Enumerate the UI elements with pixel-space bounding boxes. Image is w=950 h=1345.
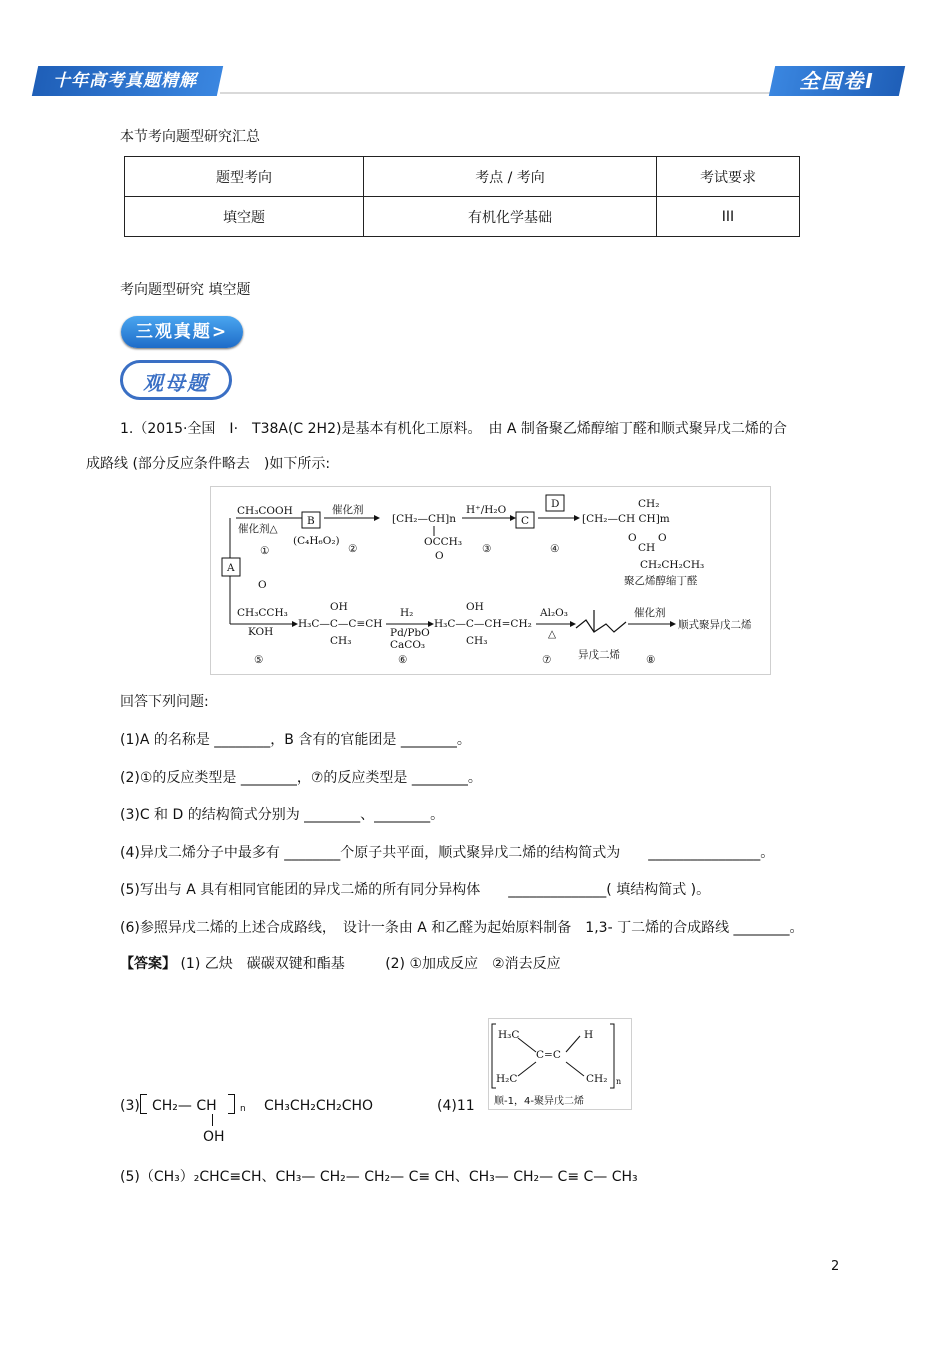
- butyral-propyl: CH₂CH₂CH₃: [640, 559, 705, 571]
- cis-h2c: H₂C: [496, 1073, 518, 1085]
- product-name: 顺式聚异戊二烯: [678, 619, 752, 631]
- polymer-bond: [212, 1114, 213, 1126]
- acetone-o: O: [258, 579, 267, 591]
- header-left-banner: [32, 66, 223, 96]
- answer-part-5: (5)（CH₃）₂CHC≡CH、CH₃— CH₂— CH₂— C≡ CH、CH₃— CH₂— C≡ C— CH₃: [120, 1169, 638, 1185]
- table-header-cell: 考点 / 考向: [364, 157, 657, 197]
- subquestion-1: (1)A 的名称是 ________，B 含有的官能团是 ________。: [120, 732, 471, 748]
- cis-h: H: [584, 1029, 594, 1041]
- polyvinyl-acetate: [CH₂—CH]n: [392, 513, 457, 525]
- cis-subscript-n: n: [616, 1077, 622, 1086]
- table-cell: III: [657, 197, 800, 237]
- answer-part-4: (4)11: [437, 1098, 475, 1114]
- header-right-banner: [769, 66, 905, 96]
- al2o3: Al₂O₃: [540, 607, 568, 619]
- caco3: CaCO₃: [390, 639, 426, 651]
- step-4-label: ④: [550, 543, 560, 555]
- header-divider: [220, 92, 772, 94]
- cis-double-bond: C=C: [536, 1049, 561, 1061]
- page-number: 2: [831, 1259, 840, 1274]
- enol-oh: OH: [466, 601, 484, 613]
- reagent-acetic-acid: CH₃COOH: [237, 505, 293, 517]
- step-7-label: ⑦: [542, 654, 552, 666]
- koh: KOH: [248, 626, 274, 638]
- table-cell: 填空题: [125, 197, 364, 237]
- answer-line-1: [120, 953, 561, 973]
- box-D-label: D: [551, 498, 560, 510]
- answer-part-2: (2) ①加成反应 ②消去反应: [385, 956, 561, 972]
- alkynol-ch3: CH₃: [330, 635, 352, 647]
- ester-oxygen: O: [435, 550, 444, 562]
- summary-table: [124, 156, 800, 237]
- answer-prompt: 回答下列问题:: [120, 694, 209, 710]
- view-real-badge: 三观真题>: [121, 316, 243, 348]
- step-8-label: ⑧: [646, 654, 656, 666]
- table-header-row: [125, 157, 800, 197]
- table-header-cell: 题型考向: [125, 157, 364, 197]
- heat-symbol: △: [548, 628, 557, 640]
- table-row: [125, 197, 800, 237]
- subquestion-2: (2)①的反应类型是 ________，⑦的反应类型是 ________。: [120, 770, 482, 786]
- cis-name: 顺-1，4-聚异戊二烯: [494, 1096, 584, 1107]
- butyral-ch2: CH₂: [638, 498, 660, 510]
- section-heading: 考向题型研究 填空题: [120, 282, 251, 298]
- subquestion-6: (6)参照异戊二烯的上述合成路线， 设计一条由 A 和乙醛为起始原料制备 1,3- 丁二烯的合成路线 ________。: [120, 920, 804, 936]
- butyral-backbone: [CH₂—CH CH]m: [582, 513, 670, 525]
- table-cell: 有机化学基础: [364, 197, 657, 237]
- catalyst-2: 催化剂: [332, 504, 364, 516]
- enol: H₃C—C—CH=CH₂: [434, 618, 532, 630]
- synthesis-route-diagram: [210, 486, 771, 675]
- enol-ch3: CH₃: [466, 635, 488, 647]
- answer-part-3-aldehyde: CH₃CH₂CH₂CHO: [264, 1098, 374, 1114]
- answer-part-3-label: (3): [120, 1098, 140, 1114]
- ester-group: OCCH₃: [424, 536, 463, 548]
- polymer-bracket-right: [228, 1094, 235, 1114]
- answer-part-1: (1) 乙炔 碳碳双键和酯基: [180, 956, 345, 972]
- butyral-o-left: O: [628, 532, 637, 544]
- butyral-name: 聚乙烯醇缩丁醛: [624, 575, 698, 587]
- header-right-text: 全国卷Ⅰ: [799, 69, 875, 93]
- box-A-label: A: [227, 562, 235, 574]
- catalyst-3: 催化剂: [634, 607, 666, 619]
- isoprene-name: 异戊二烯: [578, 649, 620, 661]
- subquestion-3: (3)C 和 D 的结构简式分别为 ________、________。: [120, 807, 445, 823]
- cis-polyisoprene-structure: [488, 1018, 632, 1110]
- alkynol: H₃C—C—C≡CH: [298, 618, 383, 630]
- box-B-label: B: [307, 515, 315, 527]
- polymer-bracket-left: [140, 1094, 147, 1114]
- question-line-2: 成路线 (部分反应条件略去 )如下所示:: [86, 456, 331, 472]
- header-left-text: 十年高考真题精解: [53, 71, 197, 91]
- catalyst-1: 催化剂△: [238, 523, 278, 535]
- step-6-label: ⑥: [398, 654, 408, 666]
- box-C-label: C: [521, 515, 530, 527]
- mother-question-badge: 观母题: [120, 360, 232, 400]
- step-5-label: ⑤: [254, 654, 264, 666]
- isoprene-structure: [576, 620, 626, 632]
- step-1-label: ①: [260, 545, 270, 557]
- butyral-o-right: O: [658, 532, 667, 544]
- subquestion-4: (4)异戊二烯分子中最多有 ________个原子共平面，顺式聚异戊二烯的结构简式为 ________________。: [120, 845, 775, 861]
- step-2-label: ②: [348, 543, 358, 555]
- formula-B: (C₄H₆O₂): [293, 535, 340, 547]
- answer-label: 【答案】: [120, 956, 176, 972]
- step-3-label: ③: [482, 543, 492, 555]
- question-line-1: 1.（2015·全国 Ⅰ· T38A(C 2H2)是基本有机化工原料。 由 A 制备聚乙烯醇缩丁醛和顺式聚异戊二烯的合: [120, 421, 787, 437]
- butyral-ch: CH: [638, 542, 656, 554]
- pd-catalyst: Pd/PbO: [390, 627, 430, 639]
- h2: H₂: [400, 607, 414, 619]
- acetone: CH₃CCH₃: [237, 607, 288, 619]
- cis-ch2: CH₂: [586, 1073, 608, 1085]
- polymer-subscript-n: n: [240, 1104, 246, 1114]
- alkynol-oh: OH: [330, 601, 348, 613]
- cis-h3c: H₃C: [498, 1029, 520, 1041]
- table-header-cell: 考试要求: [657, 157, 800, 197]
- hydrolysis-reagent: H⁺/H₂O: [466, 504, 507, 516]
- answer-part-3-oh: OH: [203, 1129, 225, 1145]
- subquestion-5: (5)写出与 A 具有相同官能团的异戊二烯的所有同分异构体 ______________( 填结构简式 )。: [120, 882, 711, 898]
- answer-part-3-polymer: CH₂— CH: [152, 1098, 217, 1114]
- summary-heading: 本节考向题型研究汇总: [120, 129, 260, 145]
